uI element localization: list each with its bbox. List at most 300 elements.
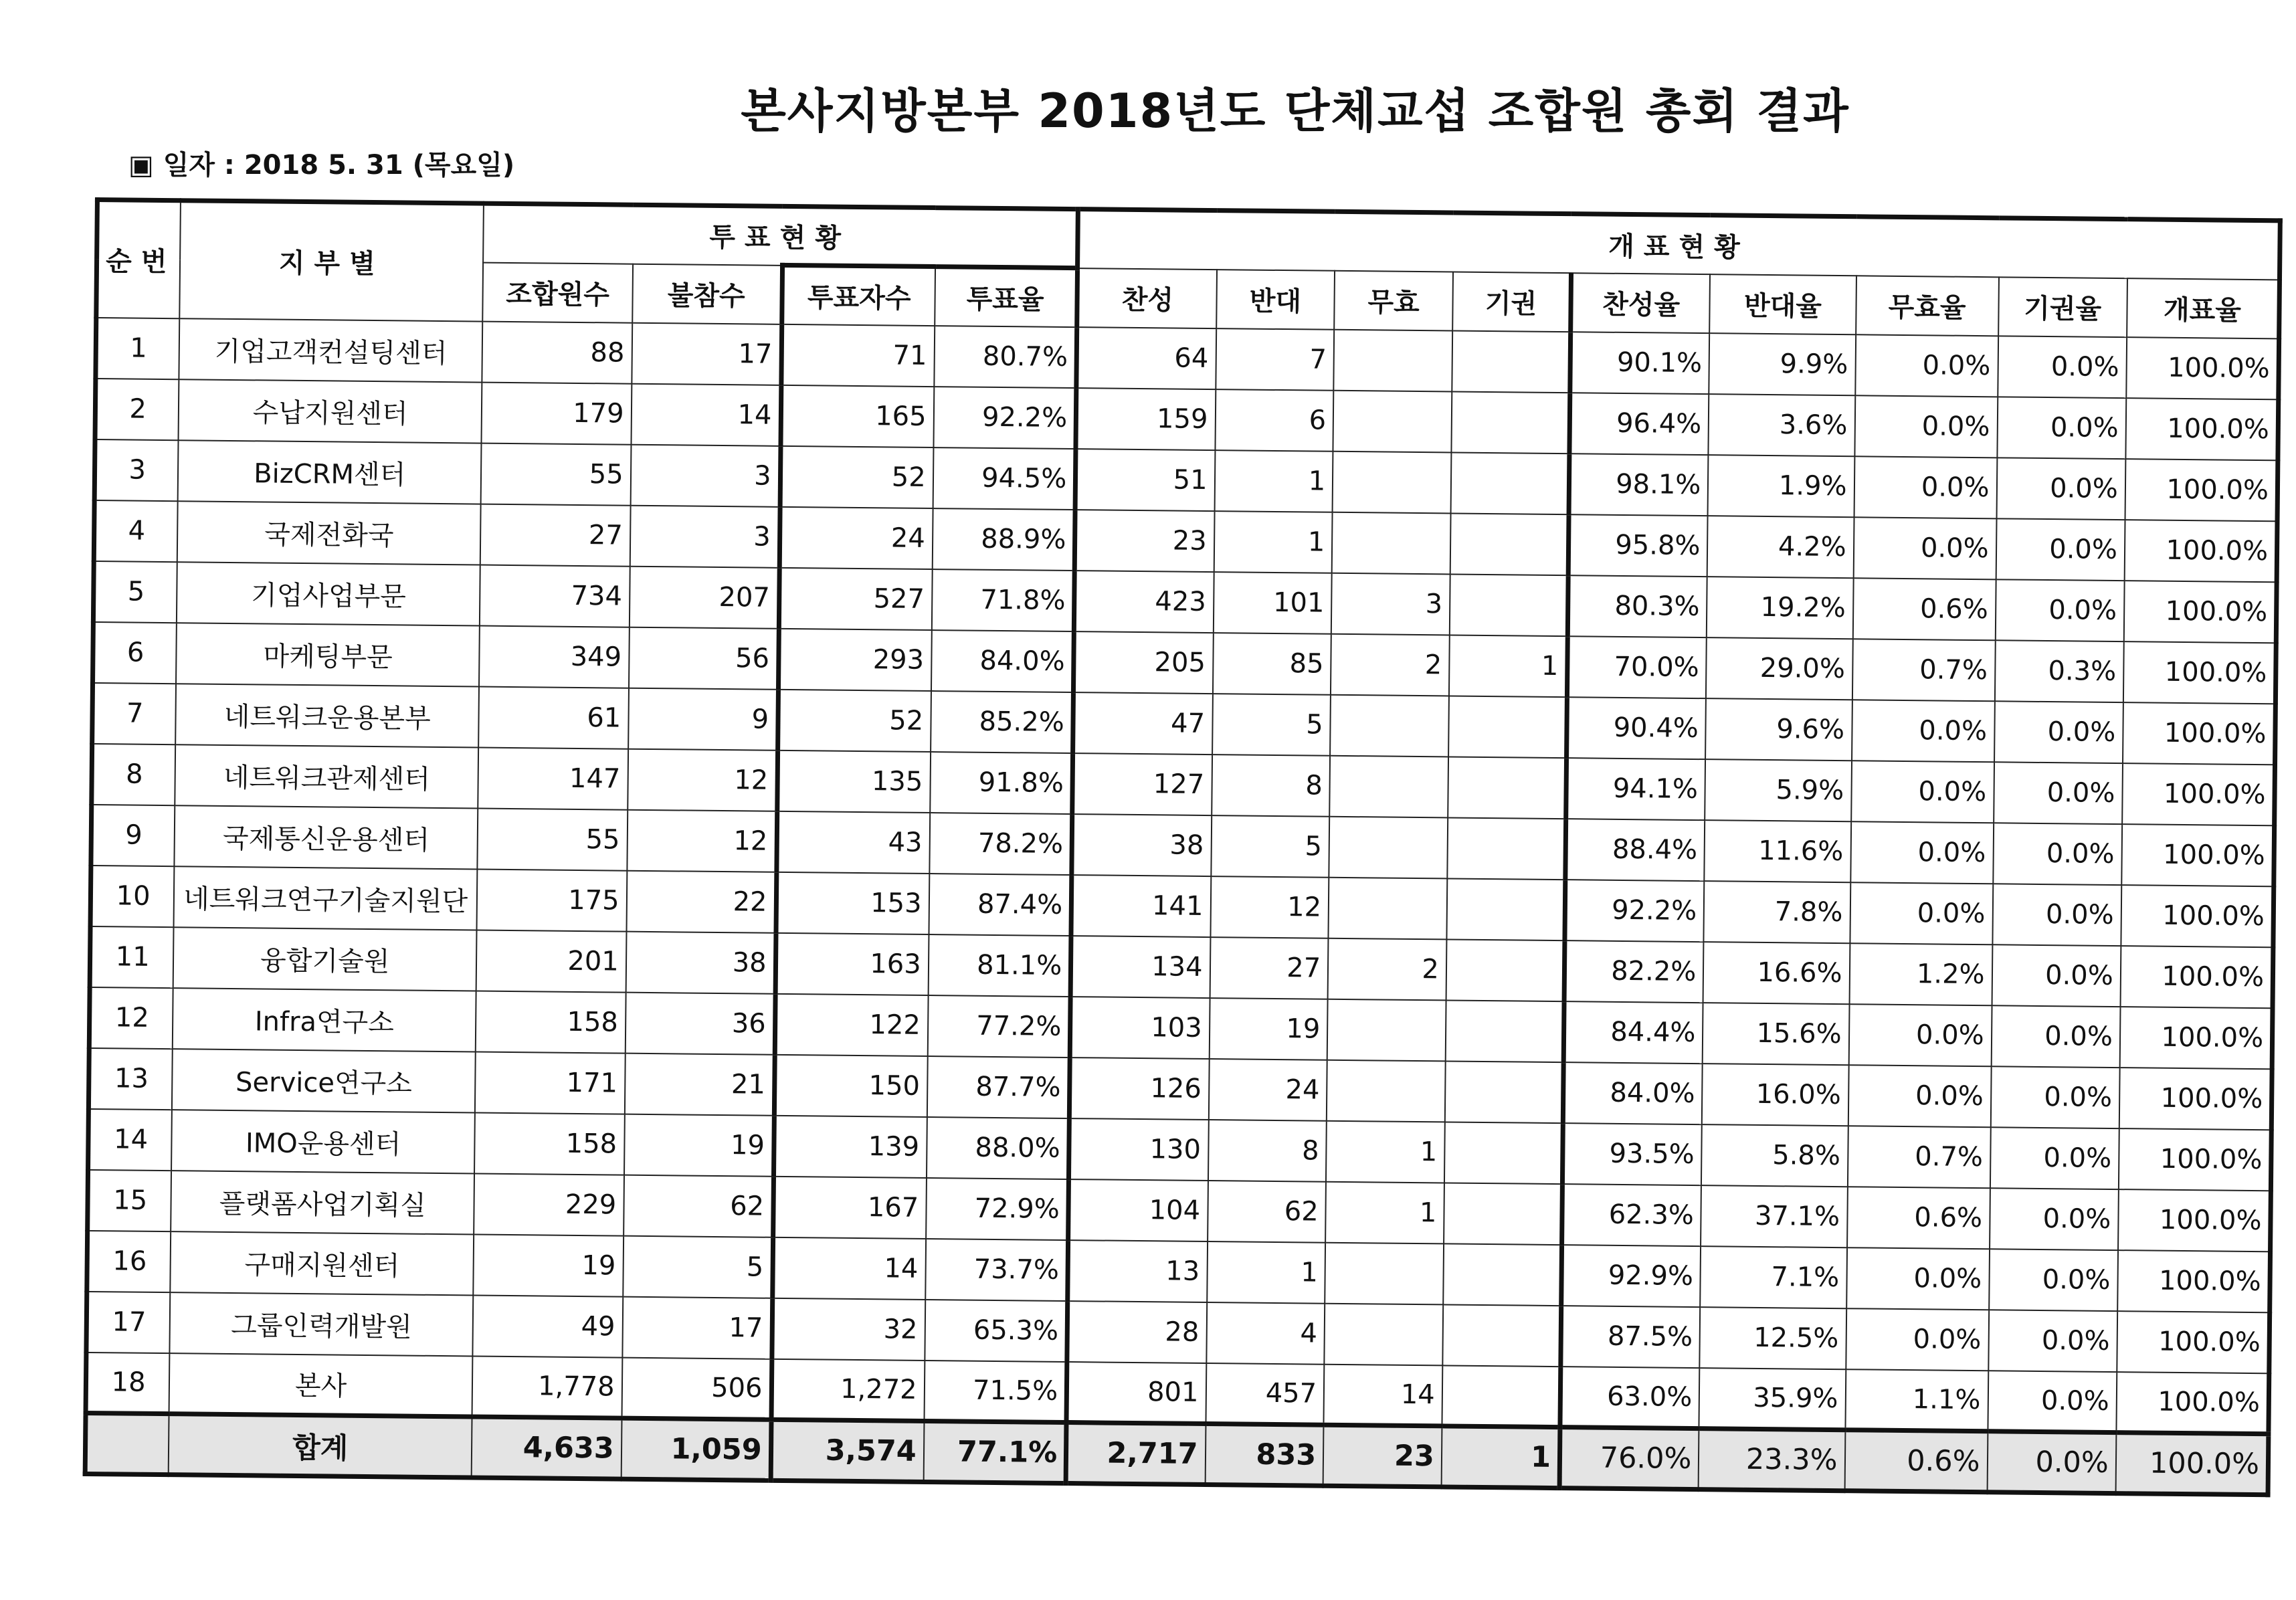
row-cell: 1: [1325, 1181, 1444, 1243]
row-cell: 167: [773, 1176, 926, 1238]
row-seq: 7: [92, 683, 177, 744]
row-cell: [1446, 1000, 1565, 1062]
row-cell: 100.0%: [2117, 1311, 2270, 1373]
row-seq: 4: [94, 500, 178, 562]
row-cell: 2: [1331, 633, 1450, 696]
row-seq: 13: [88, 1047, 173, 1109]
row-cell: 88: [482, 321, 632, 383]
row-cell: [1446, 939, 1565, 1001]
row-cell: 1: [1214, 450, 1333, 512]
row-cell: [1329, 816, 1448, 878]
row-cell: 88.9%: [932, 508, 1075, 571]
row-cell: 62.3%: [1562, 1184, 1702, 1246]
row-cell: 0.0%: [1990, 1066, 2119, 1128]
row-cell: 27: [1210, 937, 1329, 999]
row-cell: 1,778: [472, 1356, 622, 1418]
row-branch-name: 그룹인력개발원: [170, 1292, 474, 1356]
row-seq: 15: [88, 1169, 172, 1231]
row-cell: 19: [624, 1114, 774, 1176]
row-cell: 80.3%: [1567, 575, 1707, 637]
row-branch-name: 국제전화국: [177, 501, 481, 565]
row-cell: 100.0%: [2125, 459, 2278, 521]
row-cell: [1444, 1183, 1563, 1245]
row-cell: 0.7%: [1847, 1126, 1990, 1188]
row-cell: 100.0%: [2123, 641, 2277, 704]
row-cell: 147: [478, 747, 628, 809]
row-cell: 0.0%: [1848, 1004, 1992, 1066]
row-cell: 150: [774, 1054, 927, 1116]
row-cell: 127: [1072, 753, 1212, 815]
row-cell: 14: [1324, 1364, 1443, 1426]
row-cell: 506: [621, 1357, 771, 1419]
row-cell: 0.0%: [1852, 700, 1995, 762]
row-cell: 0.0%: [1987, 1431, 2116, 1494]
row-branch-name: 본사: [169, 1353, 473, 1417]
row-seq: 8: [92, 743, 176, 805]
row-cell: 7: [1216, 328, 1335, 391]
row-cell: 61: [478, 686, 628, 748]
row-branch-name: 국제통신운용센터: [175, 805, 478, 869]
row-cell: 52: [780, 445, 933, 508]
row-cell: 158: [474, 1112, 624, 1175]
row-cell: [1329, 877, 1448, 939]
row-cell: 0.0%: [1846, 1308, 1989, 1371]
col-header: 기권: [1452, 272, 1571, 332]
row-cell: 77.2%: [927, 995, 1070, 1058]
row-cell: 734: [480, 565, 630, 627]
row-cell: 19: [1209, 998, 1328, 1060]
row-cell: 23: [1074, 510, 1214, 572]
row-cell: 12: [628, 748, 777, 811]
row-cell: 0.0%: [1854, 395, 1998, 458]
row-cell: 175: [477, 869, 627, 931]
row-cell: 96.4%: [1569, 393, 1709, 455]
row-cell: [1444, 1122, 1563, 1184]
row-cell: 84.0%: [1563, 1062, 1703, 1124]
row-cell: 85: [1212, 633, 1331, 695]
row-seq: 16: [87, 1230, 171, 1292]
row-cell: 0.0%: [1998, 336, 2127, 398]
row-cell: 77.1%: [923, 1421, 1066, 1483]
row-cell: 0.0%: [1991, 1005, 2120, 1068]
row-cell: 35.9%: [1699, 1368, 1846, 1430]
row-cell: 27: [480, 504, 630, 566]
row-branch-name: 구매지원센터: [170, 1231, 474, 1295]
row-cell: 0.0%: [1993, 823, 2122, 885]
row-cell: 37.1%: [1701, 1185, 1847, 1247]
results-sheet: [83, 197, 2283, 1497]
row-cell: 5.8%: [1701, 1124, 1848, 1187]
row-cell: [1443, 1243, 1562, 1306]
row-cell: 72.9%: [926, 1177, 1069, 1239]
row-cell: [1327, 999, 1446, 1061]
row-cell: 52: [777, 689, 931, 751]
row-cell: 92.2%: [1565, 880, 1705, 942]
row-cell: [1325, 1303, 1444, 1365]
row-cell: 0.6%: [1852, 578, 1996, 640]
row-cell: 9.6%: [1705, 698, 1852, 761]
row-cell: 0.0%: [1850, 882, 1993, 944]
row-cell: 21: [625, 1053, 775, 1115]
row-cell: 84.0%: [931, 630, 1074, 692]
row-cell: 0.0%: [1853, 517, 1996, 579]
group-header-count: 개표현황: [1078, 209, 2281, 280]
row-cell: 29.0%: [1706, 637, 1852, 700]
row-cell: 17: [632, 322, 781, 385]
row-cell: 1.1%: [1845, 1369, 1988, 1431]
row-cell: 64: [1076, 327, 1216, 389]
row-branch-name: 합계: [169, 1414, 472, 1478]
row-cell: 457: [1206, 1363, 1325, 1425]
row-cell: 90.1%: [1570, 332, 1710, 394]
group-header-vote: 투표현황: [483, 203, 1078, 268]
row-cell: 1: [1326, 1120, 1445, 1183]
row-cell: 349: [479, 625, 629, 688]
row-cell: [1448, 696, 1567, 758]
row-cell: 8: [1212, 755, 1331, 817]
row-cell: 100.0%: [2116, 1372, 2269, 1434]
row-cell: 88.0%: [927, 1117, 1070, 1179]
row-cell: 0.3%: [1994, 640, 2123, 702]
row-cell: 24: [779, 506, 933, 569]
row-cell: 100.0%: [2124, 520, 2277, 582]
row-cell: 165: [781, 385, 934, 447]
row-cell: 94.1%: [1566, 758, 1706, 820]
col-header: 개표율: [2127, 278, 2280, 338]
row-cell: [1333, 451, 1452, 513]
row-cell: 14: [772, 1237, 925, 1299]
row-cell: 0.6%: [1844, 1430, 1988, 1492]
row-cell: 14: [631, 383, 781, 445]
row-cell: 82.2%: [1564, 940, 1704, 1003]
row-cell: 0.0%: [1988, 1371, 2117, 1433]
col-header-branch: 지부별: [179, 201, 484, 321]
row-cell: 0.0%: [1990, 1127, 2119, 1189]
row-cell: 63.0%: [1560, 1367, 1700, 1429]
row-seq: 6: [93, 622, 177, 684]
row-branch-name: 네트워크연구기술지원단: [174, 866, 478, 930]
row-cell: 0.0%: [1992, 944, 2121, 1007]
row-cell: 43: [776, 811, 929, 873]
row-cell: 36: [625, 992, 775, 1054]
row-cell: 78.2%: [929, 813, 1072, 875]
row-cell: [1451, 391, 1570, 454]
row-cell: 1.2%: [1849, 943, 1992, 1005]
row-cell: [1445, 1061, 1564, 1123]
row-cell: 85.2%: [931, 691, 1074, 753]
row-cell: 527: [779, 567, 932, 629]
row-cell: 47: [1073, 692, 1213, 755]
row-cell: [1452, 330, 1571, 393]
row-cell: [1442, 1304, 1561, 1367]
row-cell: 5: [623, 1235, 773, 1298]
row-cell: 801: [1066, 1362, 1206, 1424]
col-header: 불참수: [632, 264, 782, 324]
row-cell: [1330, 694, 1449, 757]
row-cell: [1329, 755, 1448, 817]
row-cell: 3,574: [771, 1419, 924, 1482]
row-cell: 100.0%: [2121, 885, 2274, 947]
row-cell: 0.0%: [1855, 334, 1998, 397]
row-cell: [1332, 512, 1451, 574]
row-cell: 1: [1207, 1241, 1326, 1304]
row-cell: 0.0%: [1996, 518, 2125, 581]
row-cell: 51: [1075, 449, 1215, 511]
row-cell: 23.3%: [1699, 1429, 1845, 1491]
row-cell: 207: [630, 566, 779, 628]
row-cell: 0.6%: [1847, 1187, 1990, 1249]
row-cell: 8: [1208, 1120, 1327, 1182]
row-cell: 5: [1211, 815, 1330, 878]
row-cell: 87.4%: [929, 874, 1072, 936]
row-seq: 17: [86, 1291, 171, 1353]
row-cell: 1.9%: [1708, 455, 1854, 517]
row-cell: 62: [1208, 1181, 1327, 1243]
row-cell: 159: [1076, 388, 1216, 450]
row-cell: 70.0%: [1567, 636, 1707, 698]
row-cell: 141: [1071, 875, 1211, 937]
row-cell: 92.9%: [1561, 1245, 1701, 1307]
row-cell: 7.1%: [1701, 1246, 1847, 1308]
col-header: 투표율: [935, 267, 1078, 327]
row-cell: 1: [1214, 511, 1333, 573]
date-line: ▣ 일자 : 2018 5. 31 (목요일): [128, 150, 515, 181]
row-seq: 1: [96, 318, 180, 379]
row-cell: 3: [630, 444, 780, 506]
row-cell: 4.2%: [1707, 516, 1854, 578]
col-header: 찬성: [1077, 268, 1217, 328]
row-cell: 90.4%: [1567, 697, 1707, 759]
row-cell: 94.5%: [933, 447, 1076, 510]
row-seq: 11: [90, 926, 174, 987]
row-cell: 122: [775, 993, 928, 1056]
row-cell: 101: [1213, 572, 1332, 634]
row-cell: 65.3%: [925, 1299, 1068, 1361]
row-cell: 71: [781, 324, 934, 386]
row-cell: 9: [628, 688, 778, 750]
row-cell: 4: [1206, 1302, 1325, 1365]
row-cell: 17: [622, 1296, 772, 1359]
row-cell: 16.6%: [1703, 942, 1850, 1004]
row-cell: 100.0%: [2118, 1189, 2271, 1252]
row-cell: 19: [474, 1234, 624, 1296]
header-group-row: [97, 200, 2281, 280]
row-cell: 104: [1068, 1179, 1208, 1241]
results-table: [83, 197, 2283, 1497]
row-cell: 93.5%: [1562, 1123, 1702, 1185]
row-cell: 9.9%: [1709, 333, 1856, 395]
row-cell: 0.0%: [1994, 762, 2123, 824]
row-cell: 229: [474, 1173, 624, 1235]
row-cell: 38: [626, 931, 775, 993]
row-cell: 16.0%: [1702, 1064, 1848, 1126]
row-cell: [1448, 757, 1567, 819]
row-cell: [1442, 1365, 1561, 1427]
row-cell: 0.0%: [1846, 1247, 1990, 1310]
col-header: 기권율: [1998, 277, 2127, 337]
row-branch-name: Service연구소: [172, 1049, 476, 1112]
row-cell: 100.0%: [2115, 1433, 2269, 1495]
row-seq: 14: [88, 1108, 173, 1170]
row-cell: 88.4%: [1565, 819, 1705, 881]
row-seq: [85, 1413, 169, 1474]
row-cell: 0.0%: [1848, 1065, 1991, 1127]
row-cell: 55: [478, 808, 628, 870]
col-header: 반대: [1216, 270, 1335, 330]
row-cell: 0.0%: [1994, 701, 2123, 763]
row-cell: 24: [1208, 1059, 1327, 1121]
col-header: 찬성율: [1571, 273, 1711, 333]
row-seq: 10: [90, 865, 175, 926]
row-cell: 7.8%: [1704, 881, 1850, 943]
row-cell: 100.0%: [2122, 763, 2275, 825]
row-cell: [1446, 878, 1565, 940]
row-cell: 11.6%: [1705, 820, 1851, 882]
row-cell: [1447, 817, 1566, 880]
row-cell: [1450, 513, 1569, 575]
row-branch-name: 기업고객컨설팅센터: [179, 318, 483, 382]
row-cell: 103: [1070, 997, 1210, 1059]
row-cell: 0.0%: [1995, 579, 2124, 641]
row-branch-name: 마케팅부문: [176, 623, 480, 686]
row-cell: 0.0%: [1850, 821, 1994, 884]
row-cell: 19.2%: [1707, 577, 1853, 639]
row-cell: 100.0%: [2124, 581, 2277, 643]
row-cell: 22: [626, 870, 776, 932]
row-cell: 163: [775, 932, 929, 995]
col-header-seq: 순번: [96, 200, 181, 318]
row-cell: 100.0%: [2123, 702, 2276, 765]
row-cell: 3: [630, 505, 779, 567]
row-cell: 32: [771, 1298, 925, 1360]
row-cell: 0.0%: [1990, 1188, 2119, 1250]
row-cell: 1: [1449, 635, 1568, 697]
row-branch-name: BizCRM센터: [178, 440, 482, 504]
row-cell: 49: [473, 1295, 623, 1357]
row-cell: 2,717: [1066, 1423, 1206, 1485]
row-cell: 12.5%: [1700, 1307, 1846, 1369]
row-cell: 12: [627, 809, 777, 872]
row-cell: 15.6%: [1703, 1003, 1849, 1065]
row-cell: 0.0%: [1851, 761, 1994, 823]
row-cell: 92.2%: [933, 387, 1076, 449]
row-cell: 81.1%: [928, 934, 1071, 997]
row-cell: 76.0%: [1559, 1427, 1699, 1490]
row-cell: 0.0%: [1988, 1310, 2117, 1372]
row-cell: 5: [1212, 694, 1331, 756]
row-cell: 6: [1215, 389, 1334, 452]
row-seq: 12: [89, 987, 173, 1048]
row-cell: 84.4%: [1563, 1001, 1703, 1064]
row-branch-name: IMO운용센터: [171, 1110, 475, 1173]
row-cell: 135: [777, 750, 930, 812]
row-cell: [1327, 1060, 1446, 1122]
row-cell: [1325, 1242, 1444, 1304]
row-cell: 179: [482, 382, 632, 444]
col-header: 투표자수: [781, 265, 935, 325]
row-cell: 139: [773, 1115, 927, 1177]
row-cell: 0.0%: [1992, 884, 2121, 946]
row-cell: [1333, 390, 1452, 452]
row-cell: 55: [481, 443, 631, 505]
row-cell: 100.0%: [2119, 1128, 2272, 1191]
row-cell: 38: [1072, 814, 1212, 876]
row-branch-name: Infra연구소: [173, 988, 476, 1052]
row-cell: 100.0%: [2119, 1068, 2273, 1130]
row-branch-name: 네트워크관제센터: [175, 744, 478, 808]
col-header: 조합원수: [483, 262, 633, 322]
row-cell: 100.0%: [2126, 337, 2279, 399]
row-cell: 0.0%: [1997, 397, 2126, 459]
row-seq: 9: [91, 804, 175, 866]
row-cell: 95.8%: [1568, 514, 1708, 577]
row-cell: 80.7%: [934, 326, 1077, 388]
row-cell: 23: [1323, 1425, 1442, 1487]
row-cell: 0.0%: [1996, 458, 2125, 520]
row-cell: 1: [1441, 1426, 1560, 1488]
row-branch-name: 네트워크운용본부: [175, 684, 479, 747]
row-cell: 56: [629, 627, 779, 689]
row-cell: 100.0%: [2119, 1007, 2273, 1069]
row-cell: 100.0%: [2121, 824, 2275, 886]
row-cell: 12: [1210, 876, 1329, 938]
row-cell: 28: [1067, 1301, 1207, 1363]
row-cell: [1450, 574, 1569, 636]
row-cell: 71.8%: [932, 569, 1075, 631]
row-cell: 98.1%: [1569, 454, 1709, 516]
page-title: 본사지방본부 2018년도 단체교섭 조합원 총회 결과: [741, 84, 1850, 138]
results-body: [85, 318, 2279, 1495]
row-cell: 134: [1070, 936, 1210, 998]
row-cell: 87.5%: [1561, 1306, 1701, 1368]
row-cell: 0.0%: [1989, 1249, 2118, 1311]
row-cell: 0.0%: [1854, 456, 1997, 518]
row-cell: 5.9%: [1705, 759, 1851, 821]
col-header: 무효율: [1856, 276, 1999, 336]
row-cell: 293: [778, 628, 931, 690]
row-branch-name: 융합기술원: [173, 927, 477, 991]
row-cell: 91.8%: [930, 752, 1073, 814]
row-cell: [1333, 329, 1452, 391]
row-cell: 126: [1070, 1058, 1210, 1120]
row-cell: 2: [1328, 938, 1447, 1000]
row-seq: 3: [94, 439, 179, 501]
row-cell: 1,059: [621, 1418, 771, 1480]
row-cell: [1450, 452, 1569, 514]
row-branch-name: 기업사업부문: [177, 562, 480, 625]
row-cell: 153: [776, 872, 929, 934]
row-cell: 201: [476, 930, 626, 992]
row-cell: 3: [1331, 573, 1450, 635]
row-seq: 5: [93, 561, 177, 623]
row-cell: 73.7%: [925, 1238, 1068, 1300]
row-branch-name: 수납지원센터: [179, 379, 482, 443]
row-cell: 0.7%: [1852, 639, 1995, 701]
col-header: 반대율: [1709, 274, 1856, 334]
row-cell: 205: [1074, 631, 1214, 694]
row-seq: 18: [86, 1352, 170, 1413]
row-cell: 62: [624, 1175, 773, 1237]
row-cell: 100.0%: [2125, 398, 2279, 460]
row-cell: 71.5%: [924, 1360, 1067, 1422]
row-cell: 1,272: [771, 1359, 925, 1421]
row-cell: 833: [1205, 1424, 1324, 1486]
row-seq: 2: [95, 379, 179, 440]
row-cell: 423: [1074, 571, 1214, 633]
col-header: 무효: [1334, 270, 1452, 330]
row-cell: 13: [1068, 1240, 1208, 1302]
row-cell: 87.7%: [927, 1056, 1070, 1118]
